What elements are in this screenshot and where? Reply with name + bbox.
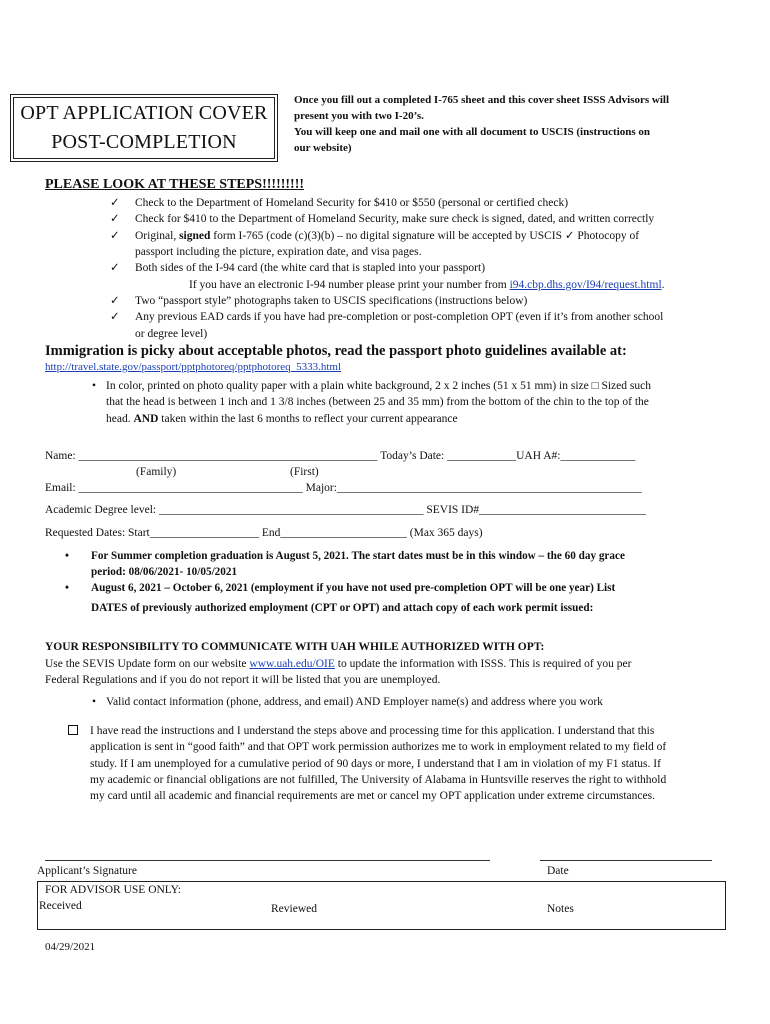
steps-checklist <box>110 195 725 342</box>
resp-bullet-text: Valid contact information (phone, address, and email) AND Employer name(s) and address where you work <box>106 695 603 708</box>
checkmark-icon: ✓ <box>110 311 120 324</box>
dates-item2-line2: DATES of previously authorized employment (CPT or OPT) and attach copy of each work permit issued: <box>91 601 594 614</box>
agreement-section <box>68 723 724 805</box>
intro-line-4: our website) <box>294 141 352 154</box>
intro-line-1: Once you fill out a completed I-765 sheet and this cover sheet ISSS Advisors will <box>294 94 670 106</box>
agree-line-1: I have read the instructions and I understand the steps above and processing time for this application. I understand that this <box>90 725 655 737</box>
agreement-checkbox[interactable] <box>68 725 78 735</box>
list-item <box>92 694 725 710</box>
list-item <box>110 195 725 211</box>
agree-line-2: application is sent in “good faith” and that OPT work permission authorizes me to work in employment related to my field of <box>90 741 667 754</box>
title-line-2: POST-COMPLETION <box>51 131 237 153</box>
received-label: Received <box>39 900 82 912</box>
reviewed-label: Reviewed <box>271 903 317 915</box>
list-item <box>65 580 725 596</box>
dates-item1-line2: period: 08/06/2021- 10/05/2021 <box>91 566 238 579</box>
resp-line-1-end: to update the information with ISSS. This is required of you per <box>334 658 632 670</box>
step-text: form I-765 (code (c)(3)(b) – no digital signature will be accepted by USCIS ✓ Photocopy of <box>210 229 640 242</box>
resp-line-2: Federal Regulations and if you do not report it will be listed that you are unemployed. <box>45 674 441 687</box>
and-emphasis: AND <box>133 412 159 425</box>
date-window-list <box>65 548 725 616</box>
responsibility-heading: YOUR RESPONSIBILITY TO COMMUNICATE WITH UAH WHILE AUTHORIZED WITH OPT: <box>45 641 545 653</box>
step-text: Original, <box>135 229 180 242</box>
intro-line-2: present you with two I-20’s. <box>294 109 424 122</box>
list-item <box>110 293 725 309</box>
list-item <box>110 211 725 227</box>
step-text: Check for $410 to the Department of Homeland Security, make sure check is signed, dated, and written correctly <box>135 213 655 226</box>
list-item-sub <box>110 277 725 293</box>
photo-heading: Immigration is picky about acceptable photos, read the passport photo guidelines available at: <box>45 343 627 359</box>
signature-line[interactable] <box>45 860 490 861</box>
i94-link[interactable]: i94.cbp.dhs.gov/I94/request.html <box>509 278 662 291</box>
step-text: Both sides of the I-94 card (the white card that is stapled into your passport) <box>135 262 486 275</box>
intro-line-3: You will keep one and mail one with all document to USCIS (instructions on <box>294 125 651 138</box>
advisor-heading: FOR ADVISOR USE ONLY: <box>45 884 182 896</box>
resp-line-1: Use the SEVIS Update form on our website <box>45 658 250 670</box>
checkmark-icon: ✓ <box>110 197 120 209</box>
agree-line-3: study. If I am unemployed for a cumulative period of 90 days or more, I understand that I am in violation of my F1 status. If <box>90 757 661 770</box>
applicant-signature-label: Applicant’s Signature <box>37 865 137 877</box>
title-box <box>10 94 278 162</box>
checkmark-icon: ✓ <box>110 262 120 275</box>
agree-line-4: my academic or financial obligations are not fulfilled, The University of Alabama in Huntsville reserves the right to withhold <box>90 773 667 786</box>
family-label: (Family) <box>136 466 177 478</box>
list-item <box>92 378 722 427</box>
footer-date: 04/29/2021 <box>45 941 96 953</box>
title-line-1: OPT APPLICATION COVER <box>20 102 268 124</box>
checkmark-icon: ✓ <box>110 213 120 226</box>
step-text: If you have an electronic I-94 number please print your number from <box>189 278 510 291</box>
photo-line-3: head. <box>106 412 134 425</box>
list-item <box>110 260 725 276</box>
photo-guidelines-link[interactable]: http://travel.state.gov/passport/pptphotoreq/pptphotoreq_5333.html <box>45 361 342 373</box>
steps-heading: PLEASE LOOK AT THESE STEPS!!!!!!!!! <box>45 177 305 192</box>
list-item <box>110 309 725 342</box>
sevis-update-link[interactable]: www.uah.edu/OIE <box>249 658 335 670</box>
requested-dates-field[interactable]: Requested Dates: Start___________________ End______________________ (Max 365 days) <box>45 527 483 539</box>
date-label: Date <box>547 865 569 877</box>
agree-line-5: my card until all academic and financial requirements are met or cancel my OPT application under extreme circumstances. <box>90 790 655 803</box>
notes-label: Notes <box>547 903 574 915</box>
checkmark-icon: ✓ <box>110 229 120 242</box>
photo-line-2: that the head is between 1 inch and 1 3/8 inches (between 25 and 35 mm) from the bottom of the chin to the top of the <box>106 396 649 409</box>
photo-line-1: In color, printed on photo quality paper with a plain white background, 2 x 2 inches (51 x 51 mm) in size □ Sized such <box>106 380 651 392</box>
photo-line-3-end: taken within the last 6 months to reflect your current appearance <box>158 412 458 425</box>
checkmark-icon: ✓ <box>110 294 120 307</box>
responsibility-text <box>45 656 725 710</box>
step-text: or degree level) <box>135 327 208 340</box>
photo-requirements <box>92 378 722 427</box>
dates-item2-line1: August 6, 2021 – October 6, 2021 (employment if you have not used pre-completion OPT will be one year) List <box>91 582 616 595</box>
signed-emphasis: signed <box>179 229 211 242</box>
email-major-field[interactable]: Email: _______________________________________ Major:_____________________________________________________ <box>45 482 642 494</box>
bullet-icon: • <box>92 380 97 392</box>
step-text: Any previous EAD cards if you have had pre-completion or post-completion OPT (even if it’s from another school <box>135 311 664 324</box>
bullet-icon: • <box>92 695 97 708</box>
list-item <box>65 548 725 580</box>
step-text: . <box>661 278 665 291</box>
degree-sevis-field[interactable]: Academic Degree level: ______________________________________________ SEVIS ID#_____________________________ <box>45 504 646 516</box>
step-text: passport including the picture, expiration date, and visa pages. <box>135 245 422 258</box>
agreement-text <box>68 723 724 805</box>
step-text: Check to the Department of Homeland Security for $410 or $550 (personal or certified check) <box>135 197 569 209</box>
bullet-icon: • <box>65 550 69 562</box>
list-item <box>110 228 725 261</box>
title-inner-frame <box>13 97 275 159</box>
first-label: (First) <box>290 466 319 478</box>
dates-item1-line1: For Summer completion graduation is August 5, 2021. The start dates must be in this window – the 60 day grace <box>91 550 625 562</box>
bullet-icon: • <box>65 582 69 595</box>
step-text: Two “passport style” photographs taken to USCIS specifications (instructions below) <box>135 294 528 307</box>
signature-date-line[interactable] <box>540 860 712 861</box>
name-field[interactable]: Name: ____________________________________________________ Today’s Date: ____________UAH A#:_____________ <box>45 450 636 462</box>
intro-text <box>294 93 734 157</box>
